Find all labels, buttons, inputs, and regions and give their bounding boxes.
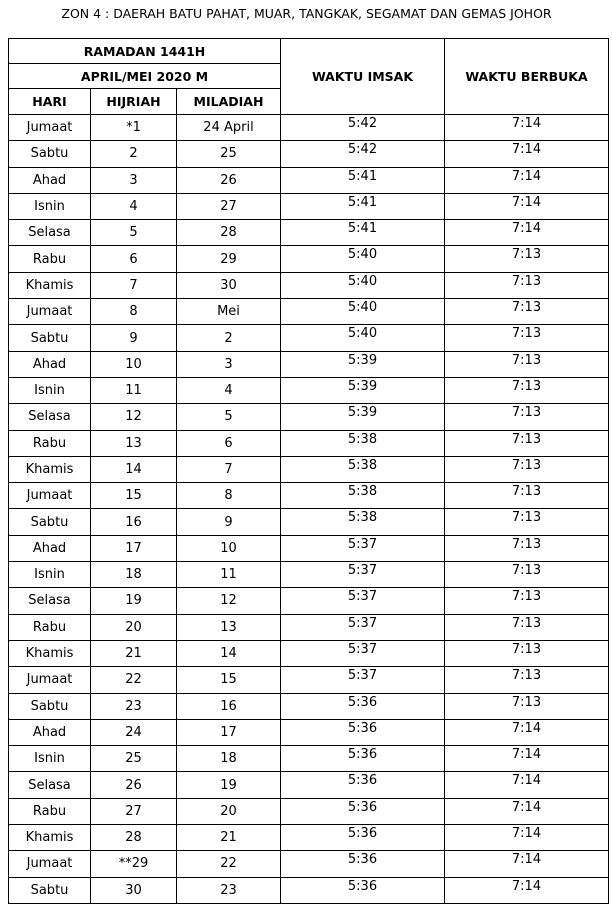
imsak-cell: 5:37: [281, 535, 445, 561]
table-row: [9, 772, 609, 798]
miladiah-cell: 17: [177, 719, 281, 745]
hijriah-cell: 2: [91, 141, 177, 167]
miladiah-cell: 21: [177, 825, 281, 851]
hijriah-cell: 30: [91, 877, 177, 903]
table-row: [9, 325, 609, 351]
table-row: [9, 509, 609, 535]
hari-cell: Rabu: [9, 246, 91, 272]
table-body: [9, 115, 609, 904]
table-row: [9, 535, 609, 561]
table-row: [9, 167, 609, 193]
miladiah-cell: Mei: [177, 299, 281, 325]
hari-cell: Khamis: [9, 825, 91, 851]
hijriah-cell: 12: [91, 404, 177, 430]
miladiah-cell: 16: [177, 693, 281, 719]
hari-cell: Jumaat: [9, 667, 91, 693]
hijriah-column-header: HIJRIAH: [91, 89, 177, 115]
hari-cell: Rabu: [9, 430, 91, 456]
ramadan-heading: RAMADAN 1441H: [9, 39, 281, 64]
berbuka-cell: 7:14: [445, 167, 609, 193]
hari-cell: Isnin: [9, 562, 91, 588]
table-row: [9, 483, 609, 509]
miladiah-cell: 13: [177, 614, 281, 640]
hijriah-cell: 21: [91, 640, 177, 666]
hari-cell: Selasa: [9, 772, 91, 798]
berbuka-cell: 7:14: [445, 220, 609, 246]
table-row: [9, 588, 609, 614]
imsak-cell: 5:37: [281, 588, 445, 614]
imsak-cell: 5:42: [281, 115, 445, 141]
hari-column-header: HARI: [9, 89, 91, 115]
imsak-cell: 5:36: [281, 772, 445, 798]
table-row: [9, 746, 609, 772]
hari-cell: Jumaat: [9, 115, 91, 141]
miladiah-cell: 2: [177, 325, 281, 351]
miladiah-cell: 26: [177, 167, 281, 193]
miladiah-cell: 15: [177, 667, 281, 693]
hijriah-cell: 9: [91, 325, 177, 351]
hijriah-cell: 24: [91, 719, 177, 745]
imsak-cell: 5:41: [281, 220, 445, 246]
schedule-table: [8, 38, 609, 904]
hijriah-cell: 28: [91, 825, 177, 851]
hari-cell: Isnin: [9, 377, 91, 403]
hijriah-cell: 8: [91, 299, 177, 325]
berbuka-cell: 7:14: [445, 141, 609, 167]
berbuka-cell: 7:14: [445, 193, 609, 219]
miladiah-cell: 7: [177, 456, 281, 482]
table-row: [9, 798, 609, 824]
miladiah-cell: 6: [177, 430, 281, 456]
hari-cell: Ahad: [9, 719, 91, 745]
hijriah-cell: 27: [91, 798, 177, 824]
table-row: [9, 667, 609, 693]
berbuka-cell: 7:13: [445, 272, 609, 298]
berbuka-cell: 7:13: [445, 667, 609, 693]
hari-cell: Isnin: [9, 193, 91, 219]
imsak-column-header: WAKTU IMSAK: [281, 39, 445, 115]
hari-cell: Selasa: [9, 220, 91, 246]
imsak-cell: 5:36: [281, 851, 445, 877]
imsak-cell: 5:40: [281, 299, 445, 325]
berbuka-cell: 7:13: [445, 325, 609, 351]
berbuka-cell: 7:14: [445, 115, 609, 141]
hari-cell: Sabtu: [9, 325, 91, 351]
table-row: [9, 430, 609, 456]
miladiah-cell: 28: [177, 220, 281, 246]
table-row: [9, 825, 609, 851]
hijriah-cell: 3: [91, 167, 177, 193]
hijriah-cell: 10: [91, 351, 177, 377]
hijriah-cell: 11: [91, 377, 177, 403]
hijriah-cell: 14: [91, 456, 177, 482]
hijriah-cell: 15: [91, 483, 177, 509]
berbuka-cell: 7:13: [445, 351, 609, 377]
imsak-cell: 5:41: [281, 193, 445, 219]
berbuka-cell: 7:13: [445, 535, 609, 561]
hari-cell: Ahad: [9, 535, 91, 561]
table-row: [9, 851, 609, 877]
berbuka-cell: 7:14: [445, 772, 609, 798]
imsak-cell: 5:39: [281, 377, 445, 403]
berbuka-cell: 7:14: [445, 877, 609, 903]
hari-cell: Ahad: [9, 167, 91, 193]
hari-cell: Jumaat: [9, 851, 91, 877]
imsak-cell: 5:37: [281, 614, 445, 640]
table-row: [9, 141, 609, 167]
hari-cell: Sabtu: [9, 509, 91, 535]
hijriah-cell: 25: [91, 746, 177, 772]
hari-cell: Rabu: [9, 614, 91, 640]
berbuka-cell: 7:13: [445, 588, 609, 614]
berbuka-cell: 7:13: [445, 640, 609, 666]
hijriah-cell: 5: [91, 220, 177, 246]
hijriah-cell: *1: [91, 115, 177, 141]
berbuka-cell: 7:13: [445, 509, 609, 535]
hari-cell: Khamis: [9, 640, 91, 666]
imsak-cell: 5:38: [281, 430, 445, 456]
table-row: [9, 115, 609, 141]
miladiah-cell: 14: [177, 640, 281, 666]
miladiah-cell: 23: [177, 877, 281, 903]
hijriah-cell: 20: [91, 614, 177, 640]
miladiah-cell: 3: [177, 351, 281, 377]
berbuka-cell: 7:13: [445, 246, 609, 272]
table-row: [9, 456, 609, 482]
miladiah-cell: 9: [177, 509, 281, 535]
table-row: [9, 246, 609, 272]
hijriah-cell: 7: [91, 272, 177, 298]
table-header: [9, 39, 609, 115]
table-row: [9, 351, 609, 377]
berbuka-cell: 7:14: [445, 798, 609, 824]
miladiah-cell: 12: [177, 588, 281, 614]
table-row: [9, 562, 609, 588]
miladiah-cell: 11: [177, 562, 281, 588]
hijriah-cell: 18: [91, 562, 177, 588]
berbuka-cell: 7:14: [445, 719, 609, 745]
imsak-cell: 5:37: [281, 562, 445, 588]
hijriah-cell: 4: [91, 193, 177, 219]
imsak-cell: 5:38: [281, 483, 445, 509]
table-row: [9, 193, 609, 219]
miladiah-cell: 20: [177, 798, 281, 824]
hari-cell: Rabu: [9, 798, 91, 824]
miladiah-cell: 8: [177, 483, 281, 509]
berbuka-cell: 7:13: [445, 430, 609, 456]
berbuka-cell: 7:14: [445, 851, 609, 877]
hari-cell: Sabtu: [9, 877, 91, 903]
table-row: [9, 299, 609, 325]
berbuka-cell: 7:14: [445, 825, 609, 851]
miladiah-cell: 30: [177, 272, 281, 298]
imsak-cell: 5:36: [281, 825, 445, 851]
hari-cell: Sabtu: [9, 693, 91, 719]
imsak-cell: 5:42: [281, 141, 445, 167]
hijriah-cell: 17: [91, 535, 177, 561]
imsak-cell: 5:41: [281, 167, 445, 193]
berbuka-column-header: WAKTU BERBUKA: [445, 39, 609, 115]
hari-cell: Khamis: [9, 272, 91, 298]
miladiah-cell: 25: [177, 141, 281, 167]
berbuka-cell: 7:13: [445, 377, 609, 403]
miladiah-cell: 4: [177, 377, 281, 403]
miladiah-cell: 10: [177, 535, 281, 561]
hijriah-cell: 22: [91, 667, 177, 693]
imsak-cell: 5:36: [281, 877, 445, 903]
miladiah-cell: 5: [177, 404, 281, 430]
hijriah-cell: 23: [91, 693, 177, 719]
table-row: [9, 719, 609, 745]
berbuka-cell: 7:13: [445, 456, 609, 482]
imsak-cell: 5:37: [281, 640, 445, 666]
miladiah-cell: 29: [177, 246, 281, 272]
imsak-cell: 5:40: [281, 325, 445, 351]
hari-cell: Isnin: [9, 746, 91, 772]
miladiah-column-header: MILADIAH: [177, 89, 281, 115]
miladiah-cell: 22: [177, 851, 281, 877]
miladiah-cell: 24 April: [177, 115, 281, 141]
imsak-cell: 5:40: [281, 272, 445, 298]
imsak-cell: 5:38: [281, 509, 445, 535]
table-row: [9, 614, 609, 640]
berbuka-cell: 7:13: [445, 693, 609, 719]
berbuka-cell: 7:13: [445, 299, 609, 325]
table-row: [9, 877, 609, 903]
hari-cell: Jumaat: [9, 299, 91, 325]
table-row: [9, 404, 609, 430]
imsak-cell: 5:36: [281, 719, 445, 745]
hijriah-cell: 6: [91, 246, 177, 272]
hari-cell: Selasa: [9, 404, 91, 430]
hijriah-cell: **29: [91, 851, 177, 877]
miladiah-cell: 19: [177, 772, 281, 798]
hijriah-cell: 19: [91, 588, 177, 614]
table-row: [9, 640, 609, 666]
table-row: [9, 377, 609, 403]
table-row: [9, 220, 609, 246]
imsak-cell: 5:40: [281, 246, 445, 272]
hijriah-cell: 26: [91, 772, 177, 798]
zone-title: ZON 4 : DAERAH BATU PAHAT, MUAR, TANGKAK, SEGAMAT DAN GEMAS JOHOR: [61, 6, 552, 21]
hari-cell: Selasa: [9, 588, 91, 614]
hari-cell: Jumaat: [9, 483, 91, 509]
miladiah-cell: 18: [177, 746, 281, 772]
imsak-cell: 5:37: [281, 667, 445, 693]
berbuka-cell: 7:13: [445, 483, 609, 509]
hari-cell: Sabtu: [9, 141, 91, 167]
hari-cell: Khamis: [9, 456, 91, 482]
table-row: [9, 272, 609, 298]
imsak-cell: 5:36: [281, 798, 445, 824]
imsak-cell: 5:39: [281, 351, 445, 377]
imsak-cell: 5:39: [281, 404, 445, 430]
hari-cell: Ahad: [9, 351, 91, 377]
table-row: [9, 693, 609, 719]
imsak-cell: 5:36: [281, 746, 445, 772]
period-heading: APRIL/MEI 2020 M: [9, 64, 281, 89]
berbuka-cell: 7:14: [445, 746, 609, 772]
miladiah-cell: 27: [177, 193, 281, 219]
berbuka-cell: 7:13: [445, 404, 609, 430]
imsak-cell: 5:36: [281, 693, 445, 719]
berbuka-cell: 7:13: [445, 614, 609, 640]
berbuka-cell: 7:13: [445, 562, 609, 588]
hijriah-cell: 13: [91, 430, 177, 456]
hijriah-cell: 16: [91, 509, 177, 535]
imsak-cell: 5:38: [281, 456, 445, 482]
